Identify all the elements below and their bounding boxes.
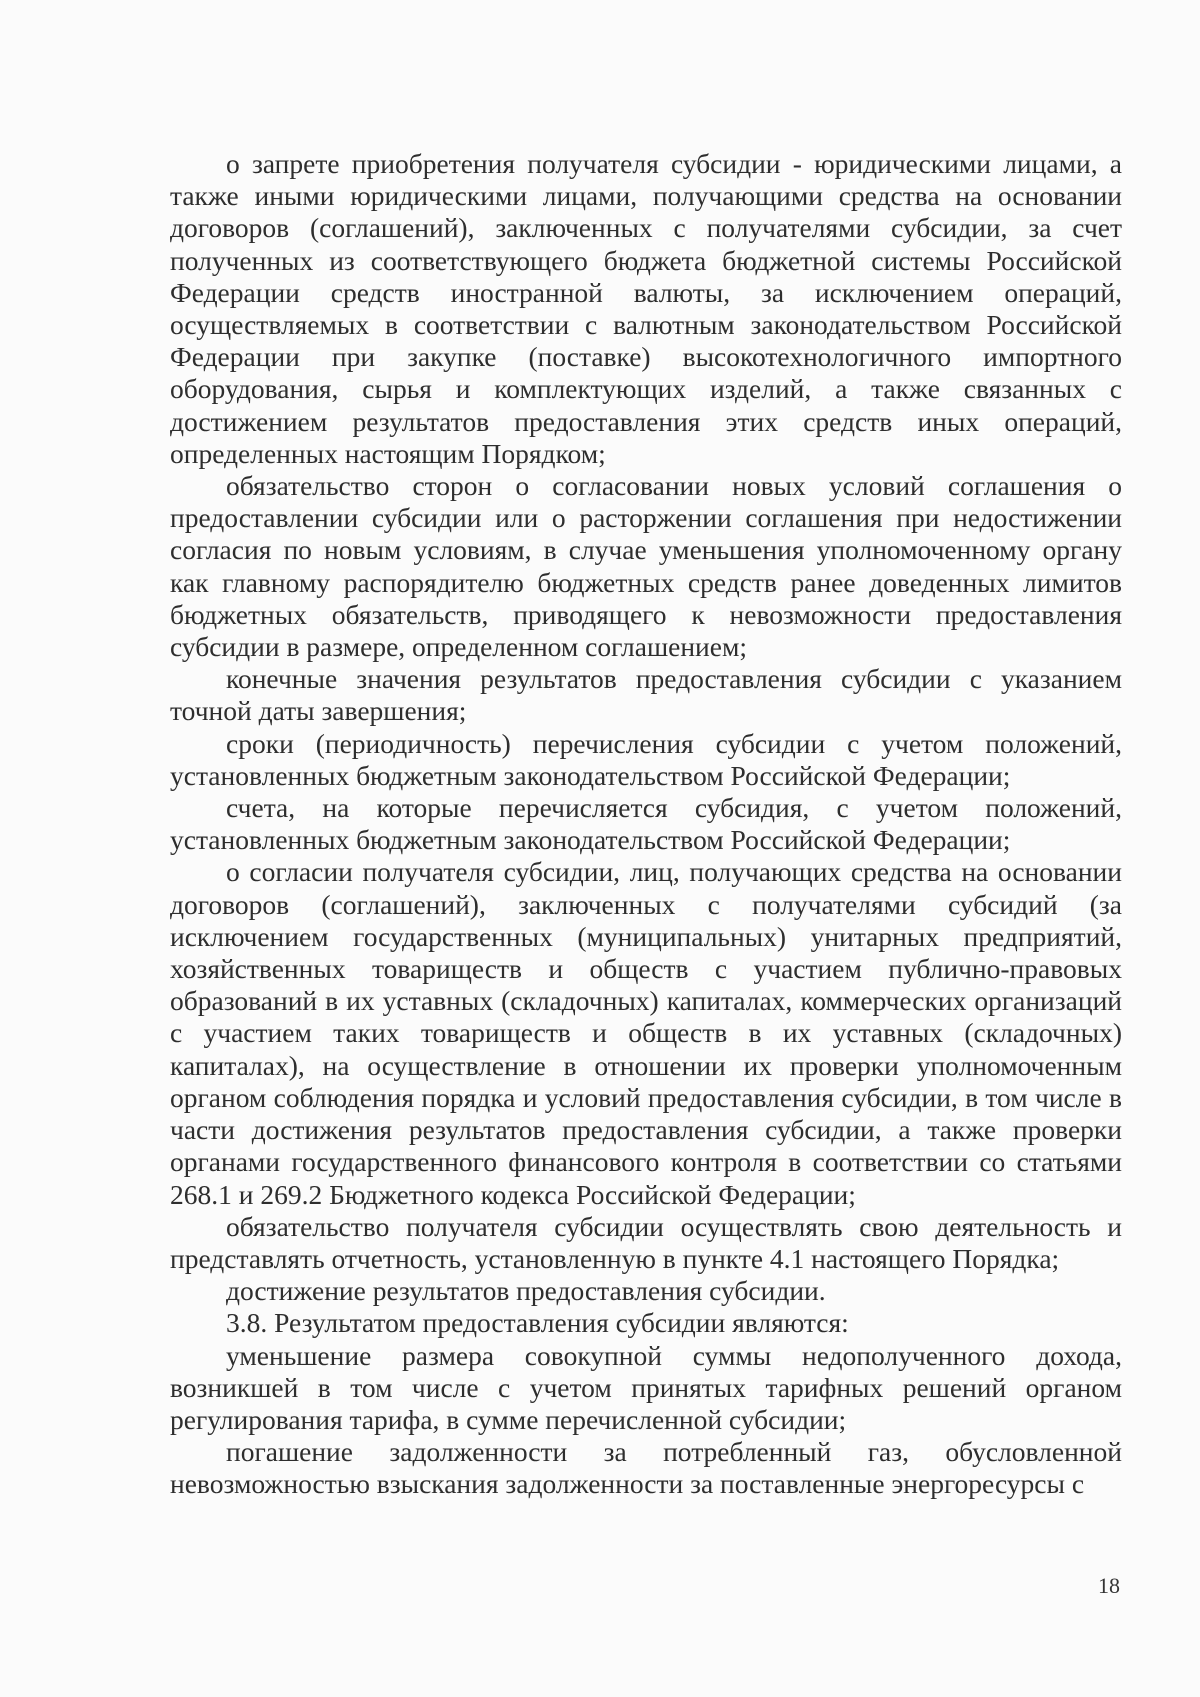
paragraph-income-reduction: уменьшение размера совокупной суммы недополученного дохода, возникшей в том числе с учетом принятых тарифных решений органом регулирования тарифа, в сумме перечисленной субсидии; (170, 1339, 1122, 1435)
document-body (170, 148, 1122, 1501)
paragraph-transfer-terms: сроки (периодичность) перечисления субсидии с учетом положений, установленных бюджетным законодательством Российской Федерации; (170, 727, 1122, 791)
paragraph-foreign-currency-ban: о запрете приобретения получателя субсидии - юридическими лицами, а также иными юридическими лицами, получающими средства на основании договоров (соглашений), заключенных с получателями субсидии, за счет полученных из соответствующего бюджета бюджетной системы Российской Федерации средств иностранной валюты, за исключением операций, осуществляемых в соответствии с валютным законодательством Российской Федерации при закупке (поставке) высокотехнологичного импортного оборудования, сырья и комплектующих изделий, а также связанных с достижением результатов предоставления этих средств иных операций, определенных настоящим Порядком; (170, 148, 1122, 469)
paragraph-reporting-obligation: обязательство получателя субсидии осуществлять свою деятельность и представлять отчетность, установленную в пункте 4.1 настоящего Порядка; (170, 1210, 1122, 1274)
paragraph-audit-consent: о согласии получателя субсидии, лиц, получающих средства на основании договоров (соглашений), заключенных с получателями субсидий (за исключением государственных (муниципальных) унитарных предприятий, хозяйственных товариществ и обществ с участием публично-правовых образований в их уставных (складочных) капиталах, коммерческих организаций с участием таких товариществ и обществ в их уставных (складочных) капиталах), на осуществление в отношении их проверки уполномоченным органом соблюдения порядка и условий предоставления субсидии, в том числе в части достижения результатов предоставления субсидии, а также проверки органами государственного финансового контроля в соответствии со статьями 268.1 и 269.2 Бюджетного кодекса Российской Федерации; (170, 856, 1122, 1210)
paragraph-accounts: счета, на которые перечисляется субсидия, с учетом положений, установленных бюджетным законодательством Российской Федерации; (170, 792, 1122, 856)
paragraph-new-conditions-obligation: обязательство сторон о согласовании новых условий соглашения о предоставлении субсидии или о расторжении соглашения при недостижении согласия по новым условиям, в случае уменьшения уполномоченному органу как главному распорядителю бюджетных средств ранее доведенных лимитов бюджетных обязательств, приводящего к невозможности предоставления субсидии в размере, определенном соглашением; (170, 470, 1122, 663)
page-number: 18 (1098, 1573, 1120, 1598)
paragraph-debt-repayment: погашение задолженности за потребленный газ, обусловленной невозможностью взыскания задолженности за поставленные энергоресурсы с (170, 1436, 1122, 1500)
paragraph-results-achievement: достижение результатов предоставления субсидии. (226, 1275, 826, 1307)
paragraph-final-values: конечные значения результатов предоставления субсидии с указанием точной даты завершения; (170, 663, 1122, 727)
paragraph-section-3-8: 3.8. Результатом предоставления субсидии являются: (226, 1307, 849, 1339)
